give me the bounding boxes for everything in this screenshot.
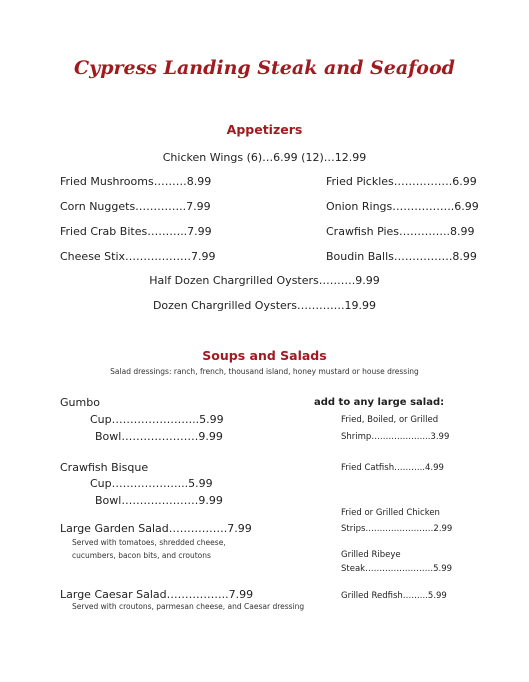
menu-item-corn-nuggets: Corn Nuggets…………..7.99 bbox=[60, 200, 211, 213]
garden-salad-desc-1: Served with tomatoes, shredded cheese, bbox=[72, 538, 226, 547]
page-title: Cypress Landing Steak and Seafood bbox=[74, 57, 455, 79]
menu-item-fried-crab-bites: Fried Crab Bites………..7.99 bbox=[60, 225, 212, 238]
menu-item-gumbo-bowl: Bowl…………………9.99 bbox=[95, 430, 223, 443]
garden-salad-desc-2: cucumbers, bacon bits, and croutons bbox=[72, 551, 211, 560]
addon-ribeye-price: Steak……………………5.99 bbox=[341, 564, 453, 574]
addon-chicken-price: Strips……………………2.99 bbox=[341, 524, 453, 534]
menu-item-gumbo-cup: Cup…………………...5.99 bbox=[90, 413, 224, 426]
menu-item-bisque-cup: Cup………………...5.99 bbox=[90, 477, 213, 490]
menu-item-chicken-wings: Chicken Wings (6)…6.99 (12)…12.99 bbox=[162, 151, 367, 164]
menu-item-large-garden-salad: Large Garden Salad…………….7.99 bbox=[60, 522, 252, 535]
menu-item-onion-rings: Onion Rings……………..6.99 bbox=[326, 200, 479, 213]
menu-item-boudin-balls: Boudin Balls…………….8.99 bbox=[326, 250, 477, 263]
menu-item-bisque-bowl: Bowl…………………9.99 bbox=[95, 494, 223, 507]
addons-heading: add to any large salad: bbox=[314, 397, 445, 408]
addon-redfish: Grilled Redfish……...5.99 bbox=[341, 591, 447, 601]
menu-item-half-dozen-oysters: Half Dozen Chargrilled Oysters……….9.99 bbox=[149, 274, 380, 287]
addon-catfish: Fried Catfish………..4.99 bbox=[341, 463, 444, 473]
menu-item-cheese-stix: Cheese Stix………………7.99 bbox=[60, 250, 216, 263]
addon-chicken-desc: Fried or Grilled Chicken bbox=[341, 508, 440, 518]
soups-salads-heading: Soups and Salads bbox=[202, 348, 327, 363]
menu-item-large-caesar-salad: Large Caesar Salad……………..7.99 bbox=[60, 588, 254, 601]
menu-item-fried-pickles: Fried Pickles…………….6.99 bbox=[326, 175, 477, 188]
appetizers-heading: Appetizers bbox=[226, 122, 303, 137]
addon-shrimp-price: Shrimp………………...3.99 bbox=[341, 432, 450, 442]
addon-ribeye-desc: Grilled Ribeye bbox=[341, 550, 401, 560]
menu-item-fried-mushrooms: Fried Mushrooms………8.99 bbox=[60, 175, 212, 188]
addon-shrimp-desc: Fried, Boiled, or Grilled bbox=[341, 415, 439, 425]
menu-item-crawfish-bisque: Crawfish Bisque bbox=[60, 461, 149, 474]
caesar-salad-desc: Served with croutons, parmesan cheese, and Caesar dressing bbox=[72, 602, 305, 611]
menu-item-crawfish-pies: Crawfish Pies…………..8.99 bbox=[326, 225, 475, 238]
menu-item-gumbo: Gumbo bbox=[60, 396, 100, 409]
salad-dressings-note: Salad dressings: ranch, french, thousand island, honey mustard or house dressing bbox=[110, 367, 419, 376]
menu-item-dozen-oysters: Dozen Chargrilled Oysters………….19.99 bbox=[152, 299, 377, 312]
